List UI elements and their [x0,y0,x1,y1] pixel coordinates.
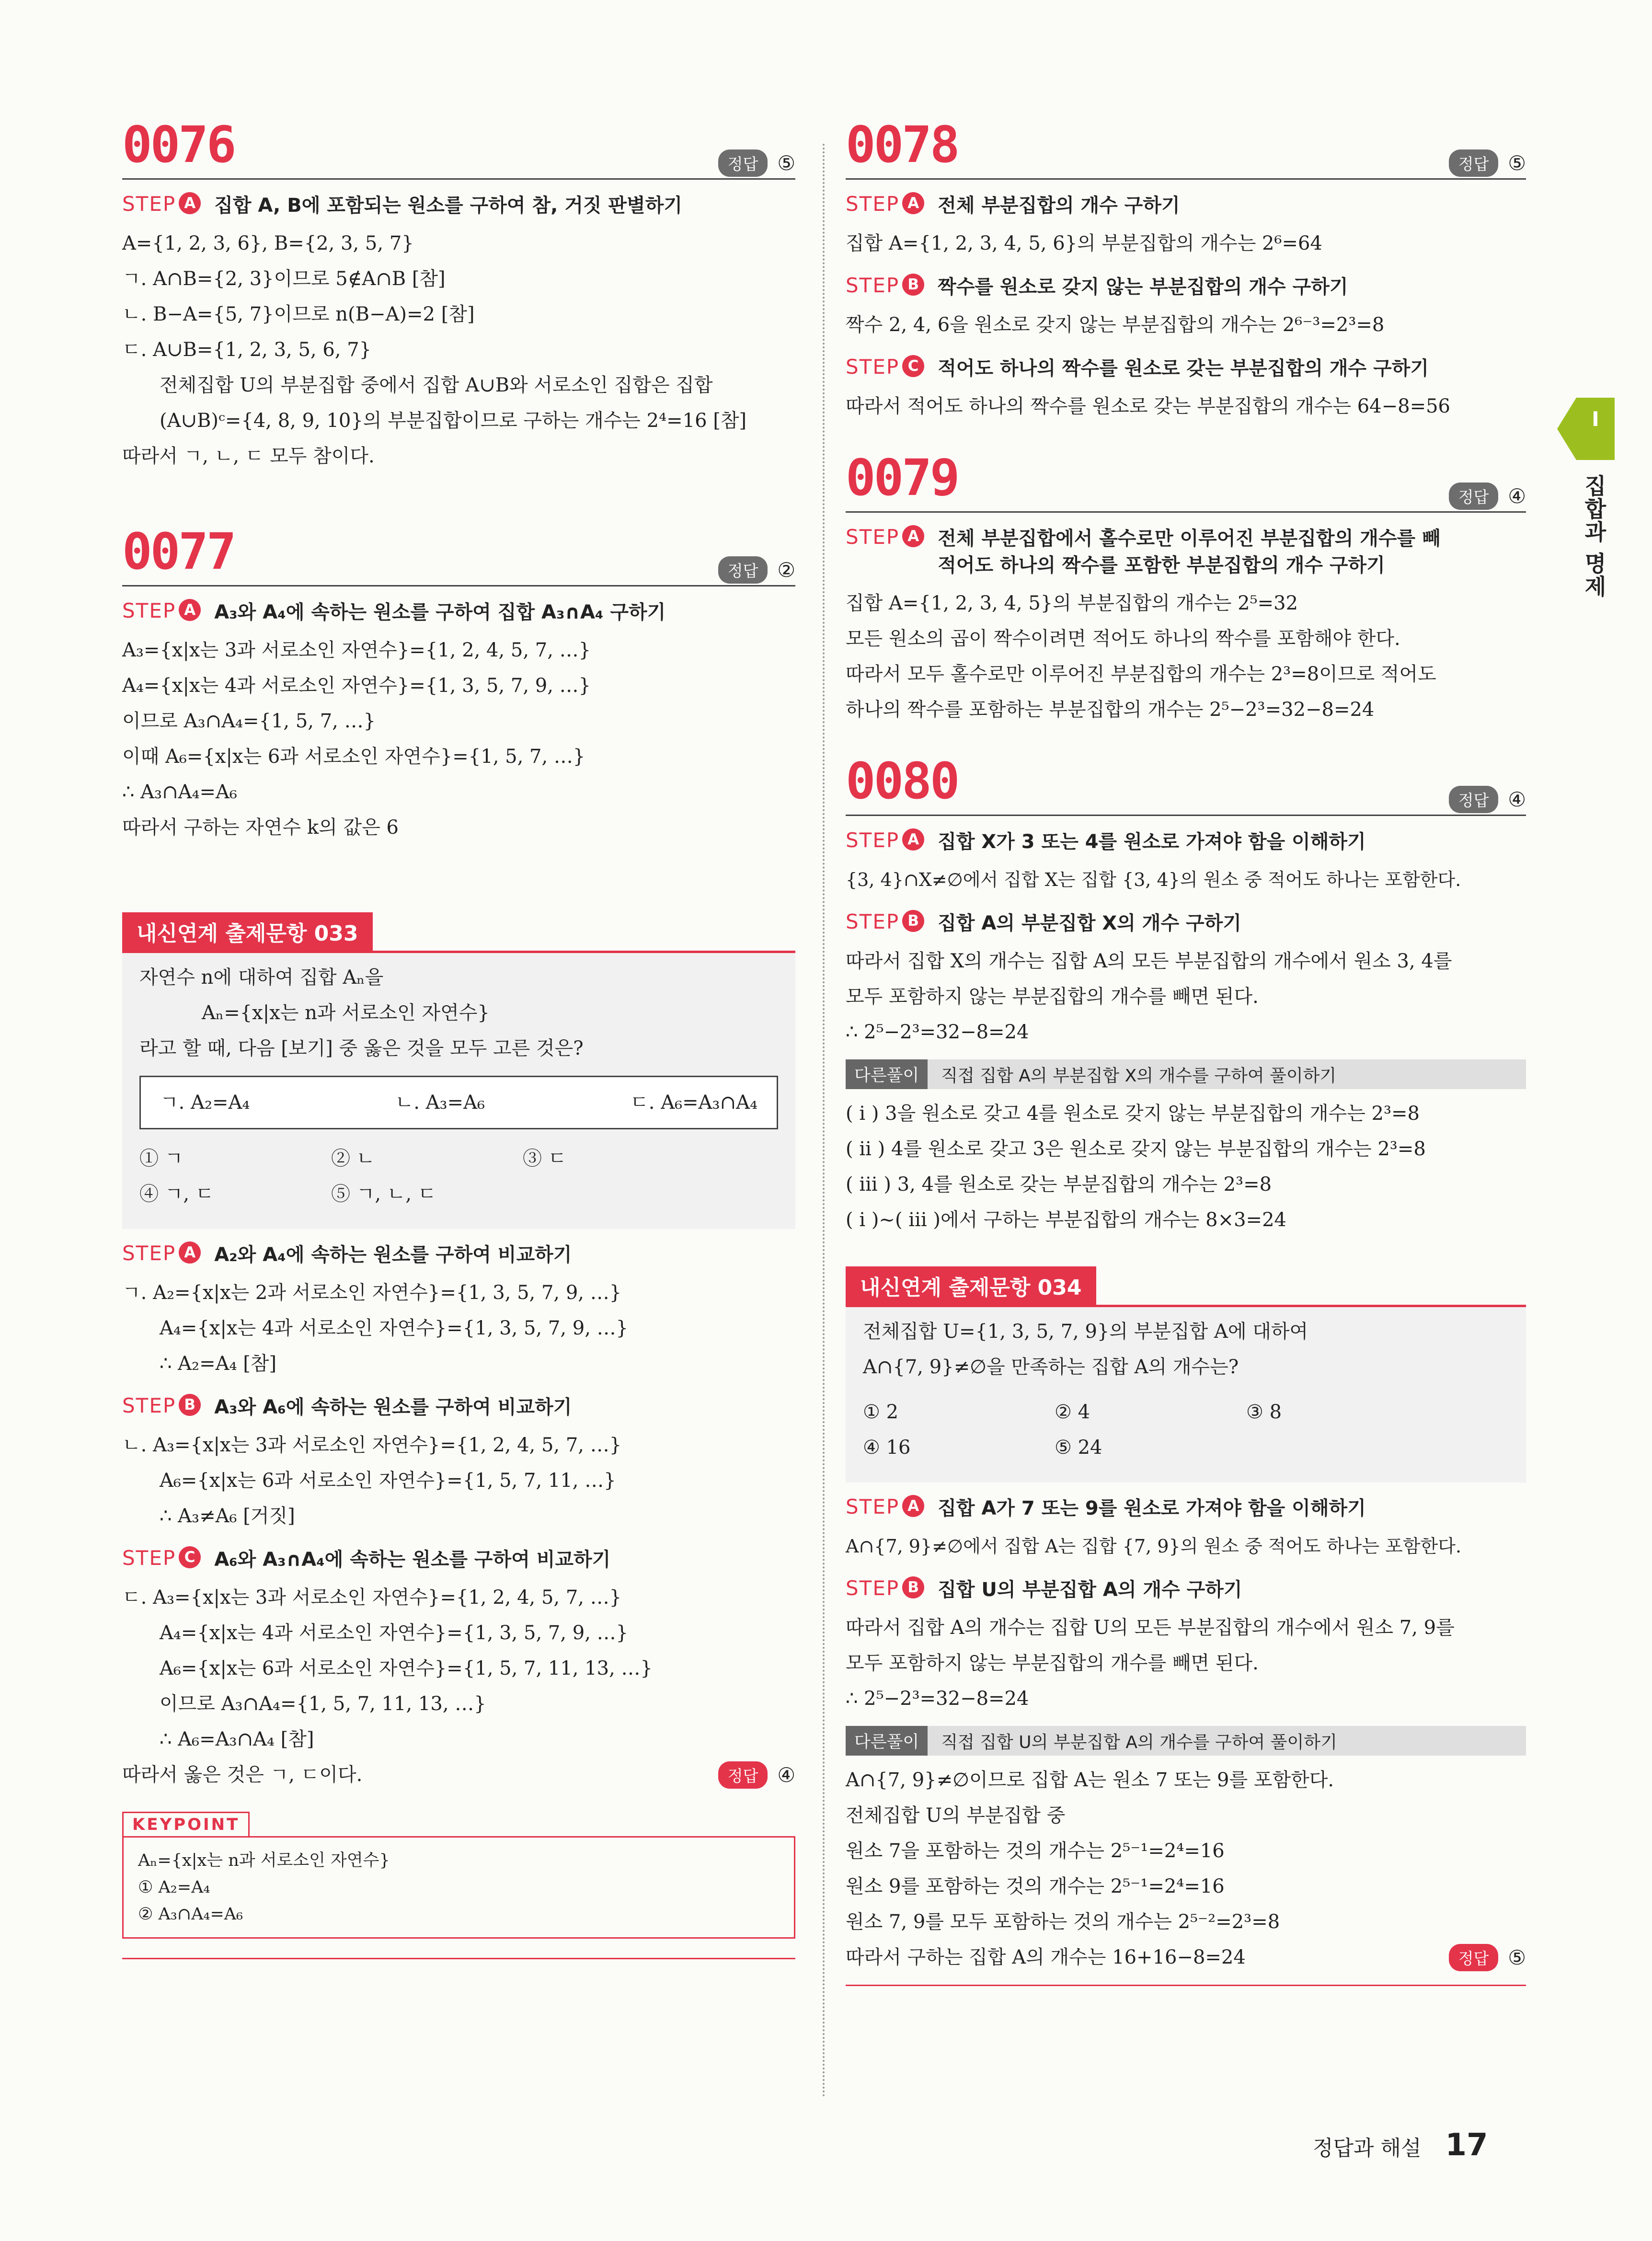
alternative-solution-tag: 다른풀이 [846,1726,928,1756]
step-letter-circle: A [179,1241,201,1264]
step-letter-circle: B [902,274,924,296]
step-label: STEP [846,1576,900,1600]
step-title: 전체 부분집합의 개수 구하기 [938,195,1180,217]
solution-line: A∩{7, 9}≠∅이므로 집합 A는 원소 7 또는 9를 포함한다. [846,1769,1334,1791]
conclusion-row [846,1940,1526,1975]
section-rule [846,511,1526,513]
solution-line: 모든 원소의 곱이 짝수이려면 적어도 하나의 짝수를 포함해야 한다. [846,628,1400,650]
solution-line: 따라서 모두 홀수로만 이루어진 부분집합의 개수는 2³=8이므로 적어도 [846,663,1436,685]
solution-line: 따라서 적어도 하나의 짝수를 원소로 갖는 부분집합의 개수는 64−8=56 [846,395,1450,417]
keypoint-line: ① A₂=A₄ [138,1878,210,1897]
solution-line: ( i )~( iii )에서 구하는 부분집합의 개수는 8×3=24 [846,1209,1286,1231]
solution-line: 전체집합 U의 부분집합 중 [846,1804,1066,1827]
question-stem: A∩{7, 9}≠∅을 만족하는 집합 A의 개수는? [863,1356,1239,1378]
solution-line: 집합 A={1, 2, 3, 4, 5}의 부분집합의 개수는 2⁵=32 [846,592,1298,614]
step-c [122,1546,795,1573]
solution-line: ∴ A₆=A₃∩A₄ [참] [160,1728,314,1750]
step-label: STEP [846,192,900,216]
answer-indicator [1449,483,1526,510]
step-title: A₂와 A₄에 속하는 원소를 구하여 비교하기 [214,1244,572,1266]
step-label: STEP [846,274,900,297]
alternative-solution-header [846,1726,1526,1756]
step-b [846,1576,1526,1603]
answer-badge: 정답 [1449,1944,1499,1971]
solution-line: ∴ A₃≠A₆ [거짓] [160,1505,295,1527]
question-stem: 라고 할 때, 다음 [보기] 중 옳은 것을 모두 고른 것은? [139,1037,584,1059]
question-body [122,953,795,1229]
step-a [122,599,795,626]
problem-0080 [846,752,1526,1238]
answer-value: ⑤ [1508,151,1526,175]
step-title: 짝수를 원소로 갖지 않는 부분집합의 개수 구하기 [938,276,1348,298]
step-letter-circle: C [902,355,924,377]
solution-line: ㄱ. A∩B={2, 3}이므로 5∉A∩B [참] [122,268,446,290]
step-b [122,1394,795,1421]
bogi-item: ㄷ. A₆=A₃∩A₄ [630,1092,757,1114]
solution-line: 이때 A₆={x|x는 6과 서로소인 자연수}={1, 5, 7, …} [122,746,585,768]
problem-number: 0076 [122,115,235,174]
problem-0078 [846,115,1526,424]
alternative-solution-title: 직접 집합 U의 부분집합 A의 개수를 구하여 풀이하기 [941,1732,1337,1752]
solution-line: ㄱ. A₂={x|x는 2과 서로소인 자연수}={1, 3, 5, 7, 9, …} [122,1282,622,1304]
problem-0077 [122,522,795,845]
chapter-tab [1576,398,1615,460]
choice[interactable]: ④ ㄱ, ㄷ [139,1183,214,1205]
solution-line: ( iii ) 3, 4를 원소로 갖는 부분집합의 개수는 2³=8 [846,1173,1272,1195]
step-c [846,355,1526,382]
step-label: STEP [846,525,900,549]
choice[interactable]: ② 4 [1055,1401,1090,1423]
answer-value: ⑤ [1508,1945,1526,1969]
question-body [846,1307,1526,1483]
conclusion: 따라서 옳은 것은 ㄱ, ㄷ이다. [122,1764,363,1786]
step-title [938,525,1441,579]
question-tag: 내신연계 출제문항 033 [122,912,373,951]
answer-value: ⑤ [777,151,795,175]
alternative-solution-title: 직접 집합 A의 부분집합 X의 개수를 구하여 풀이하기 [941,1066,1337,1086]
solution-line: 전체집합 U의 부분집합 중에서 집합 A∪B와 서로소인 집합은 집합 [160,374,713,396]
section-rule [122,585,795,586]
choice[interactable]: ① ㄱ [139,1148,184,1170]
step-label: STEP [846,1495,900,1518]
step-title: 집합 X가 3 또는 4를 원소로 가져야 함을 이해하기 [938,831,1366,853]
solution-line: 원소 7을 포함하는 것의 개수는 2⁵⁻¹=2⁴=16 [846,1840,1225,1862]
chapter-tab-label: I [1592,407,1599,431]
step-b [846,910,1526,937]
answer-badge: 정답 [1449,786,1499,813]
step-label: STEP [122,1241,176,1265]
solution-line: ㄷ. A∪B={1, 2, 3, 5, 6, 7} [122,339,372,361]
choice[interactable]: ① 2 [863,1401,899,1423]
answer-badge: 정답 [1449,483,1499,510]
chapter-title: 집합과 명제 [1581,474,1607,598]
answer-badge: 정답 [718,556,768,584]
answer-indicator [1449,1944,1526,1971]
step-label: STEP [846,910,900,933]
section-end-rule [846,1985,1526,1986]
question-stem: 자연수 n에 대하여 집합 Aₙ을 [139,966,384,988]
solution-line: 따라서 집합 X의 개수는 집합 A의 모든 부분집합의 개수에서 원소 3, 4를 [846,950,1452,972]
problem-number: 0080 [846,752,958,810]
answer-badge: 정답 [1449,149,1499,177]
solution-line: ( i ) 3을 원소로 갖고 4를 원소로 갖지 않는 부분집합의 개수는 2³=8 [846,1103,1420,1125]
step-letter-circle: A [902,525,924,547]
step-title: 집합 A의 부분집합 X의 개수 구하기 [938,912,1241,934]
bogi-box [139,1076,778,1129]
choice[interactable]: ② ㄴ [331,1148,375,1170]
solution-line: 따라서 구하는 자연수 k의 값은 6 [122,816,399,839]
step-a [846,1495,1526,1522]
solution-line: A∩{7, 9}≠∅에서 집합 A는 집합 {7, 9}의 원소 중 적어도 하나는 포함한다. [846,1536,1462,1557]
answer-value: ④ [777,1763,795,1787]
solution-line: 모두 포함하지 않는 부분집합의 개수를 빼면 된다. [846,986,1259,1008]
solution-line: A₄={x|x는 4과 서로소인 자연수}={1, 3, 5, 7, 9, …} [160,1622,629,1644]
problem-number: 0077 [122,522,235,581]
keypoint-line: ② A₃∩A₄=A₆ [138,1905,243,1924]
solution-line: (A∪B)ᶜ={4, 8, 9, 10}의 부분집합이므로 구하는 개수는 2⁴=16 [참] [160,410,747,432]
step-a [122,1241,795,1268]
step-letter-circle: B [902,910,924,932]
solution-line: {3, 4}∩X≠∅에서 집합 X는 집합 {3, 4}의 원소 중 적어도 하나는 포함한다. [846,869,1461,890]
section-rule [846,815,1526,816]
choice[interactable]: ④ 16 [863,1437,911,1459]
step-title: 집합 U의 부분집합 A의 개수 구하기 [938,1579,1242,1601]
page-number: 17 [1445,2127,1488,2163]
step-title-line: 전체 부분집합에서 홀수로만 이루어진 부분집합의 개수를 빼 [938,528,1441,550]
solution-line: 짝수 2, 4, 6을 원소로 갖지 않는 부분집합의 개수는 2⁶⁻³=2³=8 [846,314,1385,336]
step-title-line: 적어도 하나의 짝수를 포함한 부분집합의 개수 구하기 [938,554,1385,576]
solution-line: ∴ A₃∩A₄=A₆ [122,781,237,803]
choice[interactable]: ⑤ 24 [1055,1437,1102,1459]
conclusion: 따라서 구하는 집합 A의 개수는 16+16−8=24 [846,1946,1246,1968]
keypoint-box [122,1836,795,1939]
solution-line: 원소 9를 포함하는 것의 개수는 2⁵⁻¹=2⁴=16 [846,1875,1225,1897]
solution-line: ∴ 2⁵−2³=32−8=24 [846,1021,1029,1043]
bogi-item: ㄴ. A₃=A₆ [395,1092,485,1114]
solution-line: ∴ A₂=A₄ [참] [160,1353,277,1375]
solution-line: 집합 A={1, 2, 3, 4, 5, 6}의 부분집합의 개수는 2⁶=64 [846,232,1322,254]
answer-indicator [718,1761,795,1789]
step-label: STEP [122,1394,176,1417]
answer-indicator [718,149,795,177]
solution-line: ㄴ. A₃={x|x는 3과 서로소인 자연수}={1, 2, 4, 5, 7, …} [122,1434,622,1456]
solution-line: 따라서 ㄱ, ㄴ, ㄷ 모두 참이다. [122,445,375,467]
solution-line: A₃={x|x는 3과 서로소인 자연수}={1, 2, 4, 5, 7, …} [122,639,591,661]
step-letter-circle: B [179,1394,201,1416]
answer-value: ④ [1508,484,1526,508]
bogi-item: ㄱ. A₂=A₄ [160,1092,250,1114]
solution-line: 따라서 집합 A의 개수는 집합 U의 모든 부분집합의 개수에서 원소 7, 9를 [846,1617,1455,1639]
step-a [846,828,1526,855]
left-column [122,115,795,1959]
step-letter-circle: A [179,192,201,214]
solution-line: 모두 포함하지 않는 부분집합의 개수를 빼면 된다. [846,1652,1259,1674]
step-b [846,274,1526,300]
step-letter-circle: A [902,1495,924,1517]
answer-choices [139,1141,778,1212]
step-label: STEP [122,192,176,216]
step-a [846,192,1526,219]
keypoint-line: Aₙ={x|x는 n과 서로소인 자연수} [138,1851,390,1870]
step-label: STEP [122,1546,176,1570]
conclusion-row [122,1757,795,1793]
linked-question-033 [122,912,795,1959]
answer-value: ② [777,558,795,582]
step-letter-circle: A [902,192,924,214]
question-definition: Aₙ={x|x는 n과 서로소인 자연수} [202,1002,490,1024]
solution-line: A={1, 2, 3, 6}, B={2, 3, 5, 7} [122,232,414,254]
solution-line: A₄={x|x는 4과 서로소인 자연수}={1, 3, 5, 7, 9, …} [160,1317,629,1339]
alternative-solution-header [846,1059,1526,1089]
problem-0079 [846,448,1526,727]
choice[interactable]: ③ 8 [1246,1401,1282,1423]
step-label: STEP [122,599,176,622]
step-label: STEP [846,828,900,852]
alternative-solution-tag: 다른풀이 [846,1059,928,1089]
answer-indicator [1449,149,1526,177]
section-rule [122,178,795,180]
solution-line: A₆={x|x는 6과 서로소인 자연수}={1, 5, 7, 11, …} [160,1470,616,1492]
footer-label: 정답과 해설 [1313,2136,1422,2161]
step-a [122,192,795,219]
solution-line: 이므로 A₃∩A₄={1, 5, 7, 11, 13, …} [160,1693,486,1715]
answer-value: ④ [1508,788,1526,811]
step-title: 집합 A가 7 또는 9를 원소로 가져야 함을 이해하기 [938,1497,1366,1519]
keypoint-tag: KEYPOINT [122,1812,250,1836]
step-letter-circle: B [902,1576,924,1598]
answer-choices [863,1394,1509,1465]
problem-number: 0079 [846,448,958,507]
step-title: A₃와 A₄에 속하는 원소를 구하여 집합 A₃∩A₄ 구하기 [214,601,666,623]
column-divider [823,144,825,2099]
linked-question-034 [846,1266,1526,1986]
section-end-rule [122,1958,795,1959]
step-title: 적어도 하나의 짝수를 원소로 갖는 부분집합의 개수 구하기 [938,357,1429,379]
step-a [846,525,1526,579]
question-header [122,912,795,953]
choice[interactable]: ⑤ ㄱ, ㄴ, ㄷ [331,1183,436,1205]
step-label: STEP [846,355,900,379]
solution-line: ㄷ. A₃={x|x는 3과 서로소인 자연수}={1, 2, 4, 5, 7, …} [122,1586,622,1609]
answer-indicator [1449,786,1526,813]
right-column [846,115,1526,1986]
keypoint [122,1812,795,1939]
step-title: A₃와 A₆에 속하는 원소를 구하여 비교하기 [214,1396,572,1418]
solution-line: ㄴ. B−A={5, 7}이므로 n(B−A)=2 [참] [122,303,475,325]
solution-line: 원소 7, 9를 모두 포함하는 것의 개수는 2⁵⁻²=2³=8 [846,1911,1280,1933]
answer-indicator [718,556,795,584]
solution-line: A₆={x|x는 6과 서로소인 자연수}={1, 5, 7, 11, 13, …} [160,1657,653,1679]
question-header [846,1266,1526,1307]
choice[interactable]: ③ ㄷ [523,1148,567,1170]
section-rule [846,178,1526,180]
solution-line: ( ii ) 4를 원소로 갖고 3은 원소로 갖지 않는 부분집합의 개수는 2³=8 [846,1138,1426,1160]
solution-line: ∴ 2⁵−2³=32−8=24 [846,1688,1029,1710]
step-letter-circle: A [179,599,201,621]
solution-line: 하나의 짝수를 포함하는 부분집합의 개수는 2⁵−2³=32−8=24 [846,699,1375,721]
answer-badge: 정답 [718,149,768,177]
step-letter-circle: A [902,828,924,850]
problem-number: 0078 [846,115,958,174]
solution-line: 이므로 A₃∩A₄={1, 5, 7, …} [122,710,376,732]
page-footer [1313,2127,1488,2163]
solution-line: A₄={x|x는 4과 서로소인 자연수}={1, 3, 5, 7, 9, …} [122,675,591,697]
question-stem: 전체집합 U={1, 3, 5, 7, 9}의 부분집합 A에 대하여 [863,1321,1308,1343]
step-letter-circle: C [179,1546,201,1568]
step-title: 집합 A, B에 포함되는 원소를 구하여 참, 거짓 판별하기 [214,195,682,217]
question-tag: 내신연계 출제문항 034 [846,1266,1096,1305]
problem-0076 [122,115,795,474]
step-title: A₆와 A₃∩A₄에 속하는 원소를 구하여 비교하기 [214,1549,611,1571]
answer-badge: 정답 [718,1761,768,1789]
